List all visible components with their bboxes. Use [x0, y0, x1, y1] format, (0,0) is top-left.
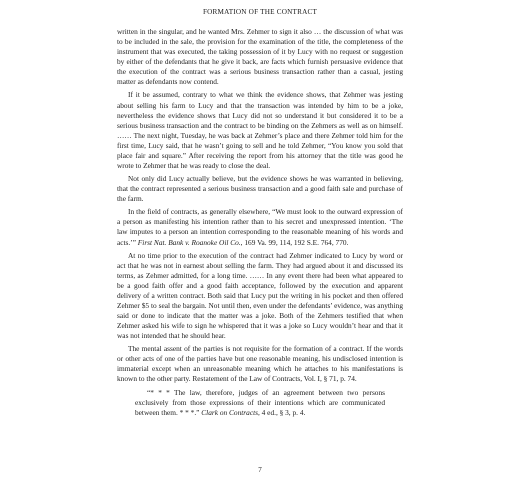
paragraph-1: written in the singular, and he wanted Mrs. Zehmer to sign it also … the discussion of what was to be included in the sale, the provision for the examination of the title, the completeness of the instrument that was executed, the taking possession of it by Lucy with no request or suggestion by either of the defendants that he give it back, are facts which furnish persuasive evidence that the execution of the contract was a serious business transaction rather than a casual, jesting matter as defendants now contend. [117, 27, 403, 87]
case-citation: First Nat. Bank v. Roanoke Oil Co. [137, 237, 241, 247]
paragraph-6: The mental assent of the parties is not requisite for the formation of a contract. If the words or other acts of one of the parties have but one reasonable meaning, his undisclosed intention is immaterial except when an unreasonable meaning which he attaches to his manifestations is known to the other party. Restatement of the Law of Contracts, Vol. I, § 71, p. 74. [117, 344, 403, 384]
block-quote-text: “* * * The law, therefore, judges of an agreement between two persons exclusively from those expressions of their intentions which are communicated between them. * * *.” [135, 387, 385, 417]
block-quote [135, 388, 385, 418]
paragraph-5: At no time prior to the execution of the contract had Zehmer indicated to Lucy by word or act that he was not in earnest about selling the farm. They had argued about it and discussed its terms, as Zehmer admitted, for a long time. …… In any event there had been what appeared to be a good faith offer and a good faith acceptance, followed by the execution and apparent delivery of a written contract. Both said that Lucy put the writing in his pocket and then offered Zehmer $5 to seal the bargain. Not until then, even under the defendants’ evidence, was anything said or done to indicate that the matter was a joke. Both of the Zehmers testified that when Zehmer asked his wife to sign he whispered that it was a joke so Lucy wouldn’t hear and that it was not intended that he should hear. [117, 250, 403, 341]
case-citation-reporter: , 169 Va. 99, 114, 192 S.E. 764, 770. [240, 237, 349, 247]
treatise-citation: Clark on Contracts [201, 407, 258, 417]
paragraph-3: Not only did Lucy actually believe, but the evidence shows he was warranted in believing, that the contract represented a serious business transaction and a good faith sale and purchase of the farm. [117, 174, 403, 204]
paragraph-2: If it be assumed, contrary to what we think the evidence shows, that Zehmer was jesting about selling his farm to Lucy and that the transaction was intended by him to be a joke, nevertheless the evidence shows that Lucy did not so understand it but considered it to be a serious business transaction and the contract to be binding on the Zehmers as well as on himself. …… The next night, Tuesday, he was back at Zehmer’s place and there Zehmer told him for the first time, Lucy said, that he wasn’t going to sell and he told Zehmer, “You know you sold that place fair and square.” After receiving the report from his attorney that the title was good he wrote to Zehmer that he was ready to close the deal. [117, 90, 403, 170]
paragraph-4 [117, 207, 403, 247]
page-number: 7 [258, 466, 262, 474]
page-body [117, 27, 403, 421]
running-title: FORMATION OF THE CONTRACT [202, 8, 318, 16]
paragraph-4-text: In the field of contracts, as generally elsewhere, “We must look to the outward expression of a person as manifesting his intention rather than to his secret and unexpressed intention. ‘The law imputes to a person an intention corresponding to the reasonable meaning of his words and acts.’” [117, 207, 403, 247]
treatise-citation-detail: , 4 ed., § 3, p. 4. [258, 407, 306, 417]
